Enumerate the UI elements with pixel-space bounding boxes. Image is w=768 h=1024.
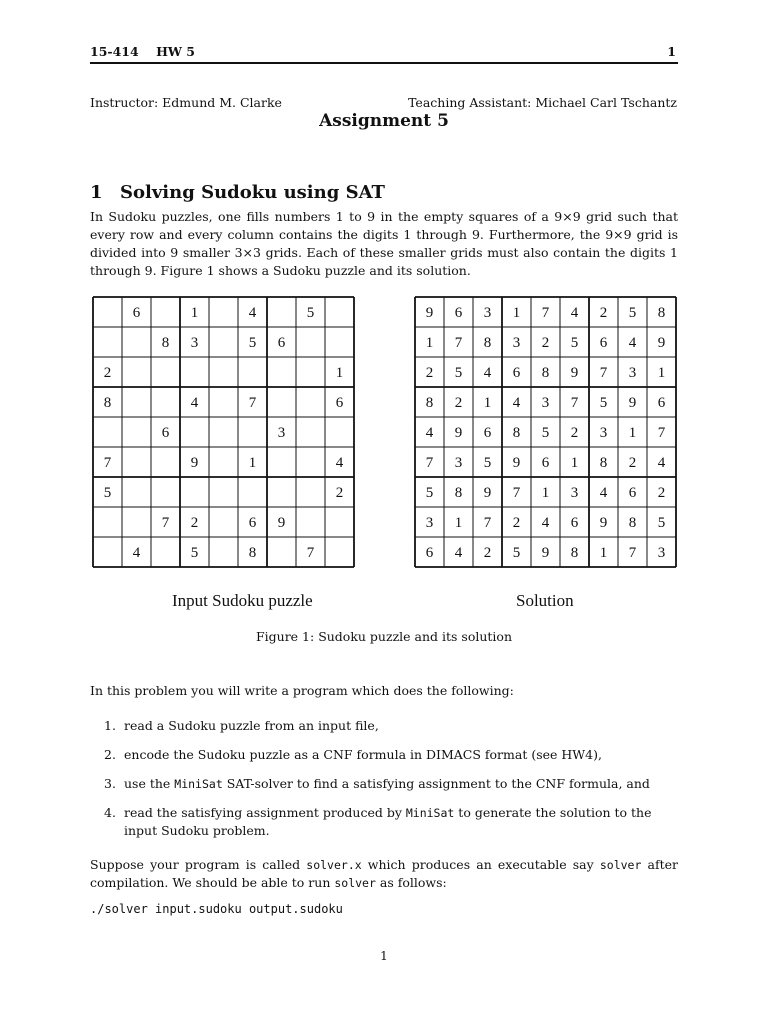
sudoku-cell-digit: 5: [570, 335, 579, 351]
sudoku-cell-digit: 3: [277, 425, 286, 441]
sudoku-cell-digit: 9: [454, 425, 463, 441]
sudoku-cell-digit: 1: [248, 455, 257, 471]
sudoku-cell-digit: 3: [512, 335, 521, 351]
step-item: [90, 775, 678, 793]
sudoku-cell-digit: 2: [657, 485, 666, 501]
sudoku-cell-digit: 5: [190, 545, 199, 561]
sudoku-cell-digit: 8: [570, 545, 579, 561]
sudoku-cell-digit: 5: [541, 425, 550, 441]
sudoku-cell-digit: 7: [570, 395, 579, 411]
text-span: read the satisfying assignment produced by: [124, 805, 406, 820]
sudoku-cell-digit: 8: [541, 365, 550, 381]
step-item: [90, 804, 678, 840]
sudoku-cell-digit: 1: [190, 305, 199, 321]
sudoku-cell-digit: 5: [103, 485, 112, 501]
sudoku-cell-digit: 3: [628, 365, 637, 381]
sudoku-cell-digit: 4: [248, 305, 257, 321]
input-puzzle-caption: Input Sudoku puzzle: [172, 591, 313, 610]
sudoku-cell-digit: 9: [190, 455, 199, 471]
sudoku-cell-digit: 1: [657, 365, 666, 381]
sudoku-cell-digit: 9: [599, 515, 608, 531]
section-number: 1: [90, 182, 103, 203]
sudoku-cell-digit: 3: [454, 455, 463, 471]
sudoku-cell-digit: 7: [306, 545, 315, 561]
sudoku-cell-digit: 8: [161, 335, 170, 351]
sudoku-cell-digit: 9: [570, 365, 579, 381]
sudoku-cell-digit: 5: [483, 455, 492, 471]
header-page-number: 1: [667, 44, 676, 59]
steps-list: [90, 717, 678, 851]
step-number: 4.: [104, 805, 116, 820]
sudoku-cell-digit: 7: [657, 425, 666, 441]
sudoku-cell-digit: 4: [483, 365, 492, 381]
sudoku-cell-digit: 8: [103, 395, 112, 411]
sudoku-cell-digit: 3: [599, 425, 608, 441]
sudoku-cell-digit: 6: [541, 455, 550, 471]
sudoku-cell-digit: 7: [541, 305, 550, 321]
sudoku-cell-digit: 5: [248, 335, 257, 351]
sudoku-cell-digit: 5: [657, 515, 666, 531]
sudoku-cell-digit: 2: [541, 335, 550, 351]
code-term: solver: [599, 858, 642, 872]
sudoku-cell-digit: 2: [454, 395, 463, 411]
sudoku-cell-digit: 6: [335, 395, 344, 411]
sudoku-cell-digit: 4: [599, 485, 608, 501]
suppose-paragraph: [90, 856, 678, 892]
sudoku-cell-digit: 7: [599, 365, 608, 381]
sudoku-cell-digit: 5: [425, 485, 434, 501]
sudoku-cell-digit: 2: [103, 365, 112, 381]
step-number: 3.: [104, 776, 116, 791]
lead-paragraph: In this problem you will write a program which does the following:: [90, 683, 514, 698]
sudoku-cell-digit: 7: [483, 515, 492, 531]
sudoku-cell-digit: 6: [454, 305, 463, 321]
footer-page-number: 1: [380, 949, 388, 963]
sudoku-cell-digit: 1: [425, 335, 434, 351]
solution-caption: Solution: [516, 591, 574, 610]
sudoku-cell-digit: 2: [425, 365, 434, 381]
sudoku-cell-digit: 3: [190, 335, 199, 351]
sudoku-cell-digit: 5: [599, 395, 608, 411]
sudoku-cell-digit: 2: [570, 425, 579, 441]
text-span: Suppose your program is called: [90, 857, 307, 872]
code-term: MiniSat: [405, 806, 455, 820]
code-term: solver: [334, 876, 376, 890]
sudoku-cell-digit: 6: [248, 515, 257, 531]
code-term: MiniSat: [174, 777, 223, 791]
sudoku-cell-digit: 1: [570, 455, 579, 471]
sudoku-cell-digit: 4: [425, 425, 434, 441]
sudoku-cell-digit: 9: [512, 455, 521, 471]
running-header: [90, 44, 678, 62]
sudoku-cell-digit: 1: [541, 485, 550, 501]
sudoku-cell-digit: 4: [541, 515, 550, 531]
sudoku-cell-digit: 8: [248, 545, 257, 561]
sudoku-cell-digit: 4: [512, 395, 521, 411]
sudoku-cell-digit: 2: [335, 485, 344, 501]
sudoku-cell-digit: 6: [512, 365, 521, 381]
text-span: to generate the solution to the input Sudoku problem.: [124, 805, 652, 838]
sudoku-cell-digit: 1: [599, 545, 608, 561]
sudoku-cell-digit: 6: [132, 305, 141, 321]
sudoku-cell-digit: 4: [628, 335, 637, 351]
step-number: 2.: [104, 747, 116, 762]
text-span: encode the Sudoku puzzle as a CNF formula in DIMACS format (see HW4),: [124, 747, 602, 762]
step-item: [90, 746, 678, 764]
sudoku-cell-digit: 4: [454, 545, 463, 561]
instructor-line: Instructor: Edmund M. Clarke: [90, 95, 282, 110]
sudoku-cell-digit: 1: [483, 395, 492, 411]
section-heading: [90, 182, 385, 203]
course-label: 15-414 HW 5: [90, 44, 195, 59]
sudoku-cell-digit: 6: [628, 485, 637, 501]
sudoku-cell-digit: 8: [599, 455, 608, 471]
sudoku-cell-digit: 1: [512, 305, 521, 321]
sudoku-cell-digit: 5: [628, 305, 637, 321]
sudoku-cell-digit: 6: [657, 395, 666, 411]
step-item: [90, 717, 678, 735]
text-span: SAT-solver to find a satisfying assignment to the CNF formula, and: [222, 776, 650, 791]
solution-sudoku-grid: [414, 296, 678, 568]
intro-paragraph: In Sudoku puzzles, one fills numbers 1 to 9 in the empty squares of a 9×9 grid such that every row and every column contains the digits 1 through 9. Furthermore, the 9×9 grid is divided into 9 smaller 3×3 grids. Each of these smaller grids must also contain the digits 1 through 9. Figure 1 shows a Sudoku puzzle and its solution.: [90, 209, 678, 278]
sudoku-cell-digit: 3: [425, 515, 434, 531]
sudoku-cell-digit: 9: [657, 335, 666, 351]
text-span: which produces an executable say: [361, 857, 600, 872]
sudoku-cell-digit: 6: [570, 515, 579, 531]
input-sudoku-grid: [92, 296, 356, 568]
sudoku-cell-digit: 8: [512, 425, 521, 441]
sudoku-cell-digit: 2: [512, 515, 521, 531]
sudoku-cell-digit: 8: [425, 395, 434, 411]
command-line: ./solver input.sudoku output.sudoku: [90, 902, 343, 916]
sudoku-cell-digit: 2: [190, 515, 199, 531]
figure-caption: Figure 1: Sudoku puzzle and its solution: [255, 629, 512, 644]
sudoku-cell-digit: 3: [541, 395, 550, 411]
sudoku-cell-digit: 9: [541, 545, 550, 561]
ta-line: Teaching Assistant: Michael Carl Tschantz: [408, 95, 677, 110]
sudoku-cell-digit: 6: [161, 425, 170, 441]
sudoku-cell-digit: 4: [132, 545, 141, 561]
header-rule: [90, 62, 678, 64]
sudoku-cell-digit: 6: [277, 335, 286, 351]
text-span: after compilation. We should be able to run: [90, 857, 678, 890]
section-title: Solving Sudoku using SAT: [120, 182, 385, 203]
sudoku-cell-digit: 7: [161, 515, 170, 531]
sudoku-cell-digit: 2: [483, 545, 492, 561]
sudoku-cell-digit: 5: [454, 365, 463, 381]
sudoku-cell-digit: 6: [425, 545, 434, 561]
sudoku-cell-digit: 7: [103, 455, 112, 471]
step-number: 1.: [104, 718, 116, 733]
sudoku-cell-digit: 8: [454, 485, 463, 501]
sudoku-cell-digit: 4: [335, 455, 344, 471]
sudoku-cell-digit: 6: [599, 335, 608, 351]
sudoku-cell-digit: 7: [512, 485, 521, 501]
text-span: read a Sudoku puzzle from an input file,: [124, 718, 379, 733]
sudoku-cell-digit: 1: [628, 425, 637, 441]
sudoku-cell-digit: 8: [628, 515, 637, 531]
text-span: as follows:: [375, 875, 447, 890]
sudoku-cell-digit: 4: [657, 455, 666, 471]
sudoku-cell-digit: 6: [483, 425, 492, 441]
sudoku-cell-digit: 7: [425, 455, 434, 471]
sudoku-cell-digit: 8: [657, 305, 666, 321]
sudoku-cell-digit: 2: [599, 305, 608, 321]
assignment-title: Assignment 5: [319, 111, 449, 131]
sudoku-cell-digit: 2: [628, 455, 637, 471]
sudoku-cell-digit: 7: [628, 545, 637, 561]
sudoku-cell-digit: 5: [306, 305, 315, 321]
sudoku-cell-digit: 9: [425, 305, 434, 321]
sudoku-cell-digit: 9: [277, 515, 286, 531]
sudoku-cell-digit: 1: [454, 515, 463, 531]
sudoku-cell-digit: 3: [483, 305, 492, 321]
sudoku-cell-digit: 9: [628, 395, 637, 411]
text-span: use the: [124, 776, 175, 791]
sudoku-cell-digit: 7: [248, 395, 257, 411]
sudoku-cell-digit: 5: [512, 545, 521, 561]
sudoku-cell-digit: 4: [190, 395, 199, 411]
sudoku-cell-digit: 9: [483, 485, 492, 501]
sudoku-cell-digit: 8: [483, 335, 492, 351]
sudoku-cell-digit: 7: [454, 335, 463, 351]
sudoku-cell-digit: 1: [335, 365, 344, 381]
sudoku-cell-digit: 3: [657, 545, 666, 561]
code-term: solver.x: [306, 858, 362, 872]
sudoku-cell-digit: 3: [570, 485, 579, 501]
sudoku-cell-digit: 4: [570, 305, 579, 321]
